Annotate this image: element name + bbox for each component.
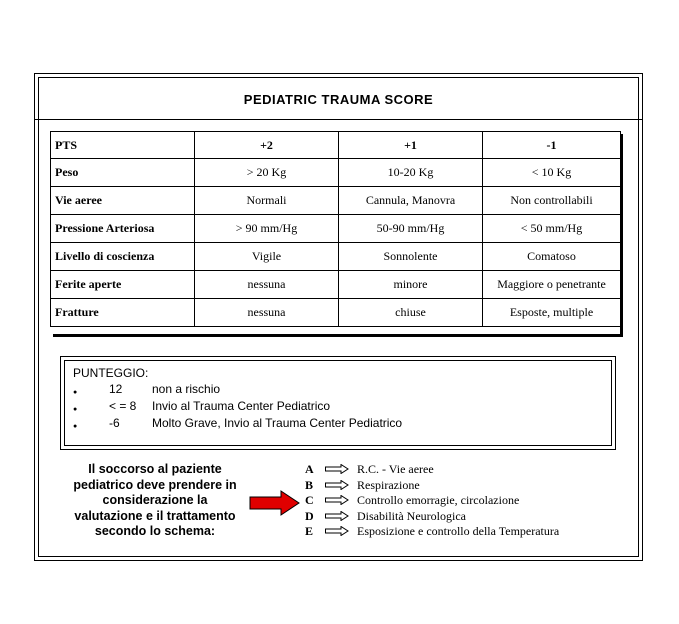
arrow-right-icon <box>325 464 349 474</box>
table-cell: Esposte, multiple <box>483 299 621 327</box>
schema-letter: E <box>305 524 314 538</box>
header-cell: PTS <box>51 132 195 159</box>
instruction-line: valutazione e il trattamento <box>74 508 236 523</box>
score-value: < = 8 <box>109 399 137 413</box>
table-cell: nessuna <box>195 299 339 327</box>
row-label: Pressione Arteriosa <box>51 215 195 243</box>
table-cell: Cannula, Manovra <box>339 187 483 215</box>
table-row <box>51 215 621 243</box>
punteggio-heading: PUNTEGGIO: <box>73 366 149 380</box>
punteggio-inner <box>64 360 612 446</box>
table-row <box>51 271 621 299</box>
bullet-icon <box>73 383 85 397</box>
table-header-row <box>51 132 621 159</box>
table-row <box>51 243 621 271</box>
table-cell: 10-20 Kg <box>339 159 483 187</box>
instruction-text <box>55 462 255 540</box>
arrow-right-icon <box>325 511 349 521</box>
schema-text: Controllo emorragie, circolazione <box>357 493 520 507</box>
instruction-line: secondo lo schema: <box>94 524 216 538</box>
arrow-right-icon <box>325 495 349 505</box>
table-cell: Non controllabili <box>483 187 621 215</box>
table-cell: Vigile <box>195 243 339 271</box>
trauma-score-table <box>50 131 621 327</box>
bullet-icon <box>73 400 85 414</box>
table-cell: Comatoso <box>483 243 621 271</box>
instruction-line: Il soccorso al paziente <box>88 462 222 476</box>
schema-text: R.C. - Vie aeree <box>357 462 434 476</box>
table-cell: < 50 mm/Hg <box>483 215 621 243</box>
table-cell: nessuna <box>195 271 339 299</box>
document-frame <box>34 73 643 561</box>
header-cell: -1 <box>483 132 621 159</box>
header-cell: +2 <box>195 132 339 159</box>
red-arrow-icon <box>249 490 301 516</box>
score-value: -6 <box>109 416 120 430</box>
table-cell: < 10 Kg <box>483 159 621 187</box>
table-cell: Normali <box>195 187 339 215</box>
score-description: non a rischio <box>152 382 221 396</box>
schema-text: Disabilità Neurologica <box>357 508 466 523</box>
table-cell: chiuse <box>339 299 483 327</box>
table-row <box>51 159 621 187</box>
schema-letter: C <box>305 493 314 507</box>
arrow-right-icon <box>325 480 349 490</box>
page-title: PEDIATRIC TRAUMA SCORE <box>243 92 434 107</box>
table-row <box>51 299 621 327</box>
schema-letter: D <box>305 508 314 523</box>
table-cell: 50-90 mm/Hg <box>339 215 483 243</box>
table-shadow-bottom <box>53 334 623 337</box>
table-cell: minore <box>339 271 483 299</box>
schema-letter: A <box>305 462 314 476</box>
score-description: Molto Grave, Invio al Trauma Center Pediatrico <box>152 416 403 430</box>
schema-text: Respirazione <box>357 477 420 492</box>
title-divider <box>35 119 642 120</box>
table-shadow-right <box>620 134 623 337</box>
score-description: Invio al Trauma Center Pediatrico <box>152 399 331 413</box>
instruction-line: pediatrico deve prendere in <box>73 477 237 492</box>
schema-letter: B <box>305 477 314 492</box>
table-row <box>51 187 621 215</box>
table-cell: > 20 Kg <box>195 159 339 187</box>
row-label: Fratture <box>51 299 195 327</box>
schema-text: Esposizione e controllo della Temperatura <box>357 524 560 538</box>
instruction-line: considerazione la <box>102 493 208 507</box>
row-label: Ferite aperte <box>51 271 195 299</box>
table-cell: Sonnolente <box>339 243 483 271</box>
arrow-right-icon <box>325 526 349 536</box>
header-cell: +1 <box>339 132 483 159</box>
punteggio-box <box>60 356 616 450</box>
table-cell: > 90 mm/Hg <box>195 215 339 243</box>
row-label: Peso <box>51 159 195 187</box>
score-value: 12 <box>109 382 123 396</box>
row-label: Livello di coscienza <box>51 243 195 271</box>
row-label: Vie aeree <box>51 187 195 215</box>
table-cell: Maggiore o penetrante <box>483 271 621 299</box>
bullet-icon <box>73 417 85 431</box>
